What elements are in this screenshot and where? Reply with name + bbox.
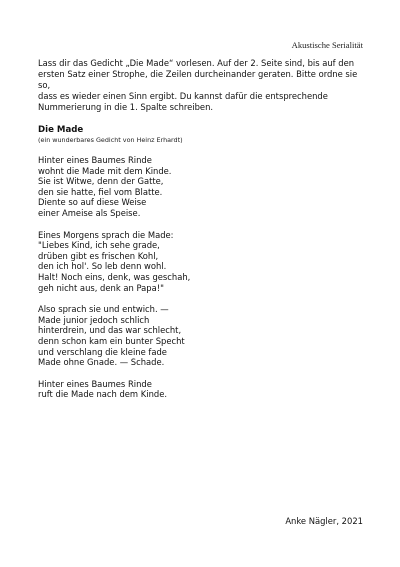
poem-subtitle: (ein wunderbares Gedicht von Heinz Erhardt): [38, 136, 183, 144]
poem-line: geh nicht aus, denk an Papa!": [38, 282, 164, 293]
poem-line: Hinter eines Baumes Rinde: [38, 155, 152, 165]
poem-stanzas: [38, 155, 338, 400]
poem-line: denn schon kam ein bunter Specht: [38, 335, 185, 346]
poem-line: drüben gibt es frischen Kohl,: [38, 250, 159, 261]
poem-line: wohnt die Made mit dem Kinde.: [38, 165, 172, 176]
poem-line: Eines Morgens sprach die Made:: [38, 229, 174, 240]
poem-line: hinterdrein, und das war schlecht,: [38, 325, 182, 336]
poem-line: und verschlang die kleine fade: [38, 346, 167, 357]
poem-line: Diente so auf diese Weise: [38, 197, 147, 208]
stanza-1: [38, 155, 338, 219]
poem-line: Hinter eines Baumes Rinde: [38, 378, 152, 389]
poem-line: den sie hatte, fiel vom Blatte.: [38, 186, 163, 197]
stanza-3: [38, 304, 338, 368]
author-credit: Anke Nägler, 2021: [285, 516, 363, 526]
poem-line: "Liebes Kind, ich sehe grade,: [38, 240, 160, 251]
poem-line: einer Ameise als Speise.: [38, 207, 141, 218]
poem-line: den ich hol'. So leb denn wohl.: [38, 261, 167, 272]
poem-title: Die Made: [38, 125, 84, 135]
poem-line: ruft die Made nach dem Kinde.: [38, 389, 168, 400]
poem-line: Made junior jedoch schlich: [38, 314, 150, 325]
intro-paragraph: Lass dir das Gedicht „Die Made“ vorlesen. Auf der 2. Seite sind, bis auf den ersten Satz einer Strophe, die Zeilen durcheinander geraten. Bitte ordne sie so, dass es wieder einen Sinn ergibt. Du kannst dafür die entsprechende Nummerierung in die 1. Spalte schreiben.: [38, 58, 358, 112]
poem-line: Also sprach sie und entwich. —: [38, 304, 169, 315]
header-label: Akustische Serialität: [291, 40, 363, 50]
stanza-4: [38, 379, 338, 400]
stanza-2: [38, 230, 338, 294]
poem-line: Sie ist Witwe, denn der Gatte,: [38, 176, 164, 187]
poem-section: [38, 125, 338, 411]
poem-line: Halt! Noch eins, denk, was geschah,: [38, 271, 191, 282]
poem-line: Made ohne Gnade. — Schade.: [38, 357, 165, 368]
